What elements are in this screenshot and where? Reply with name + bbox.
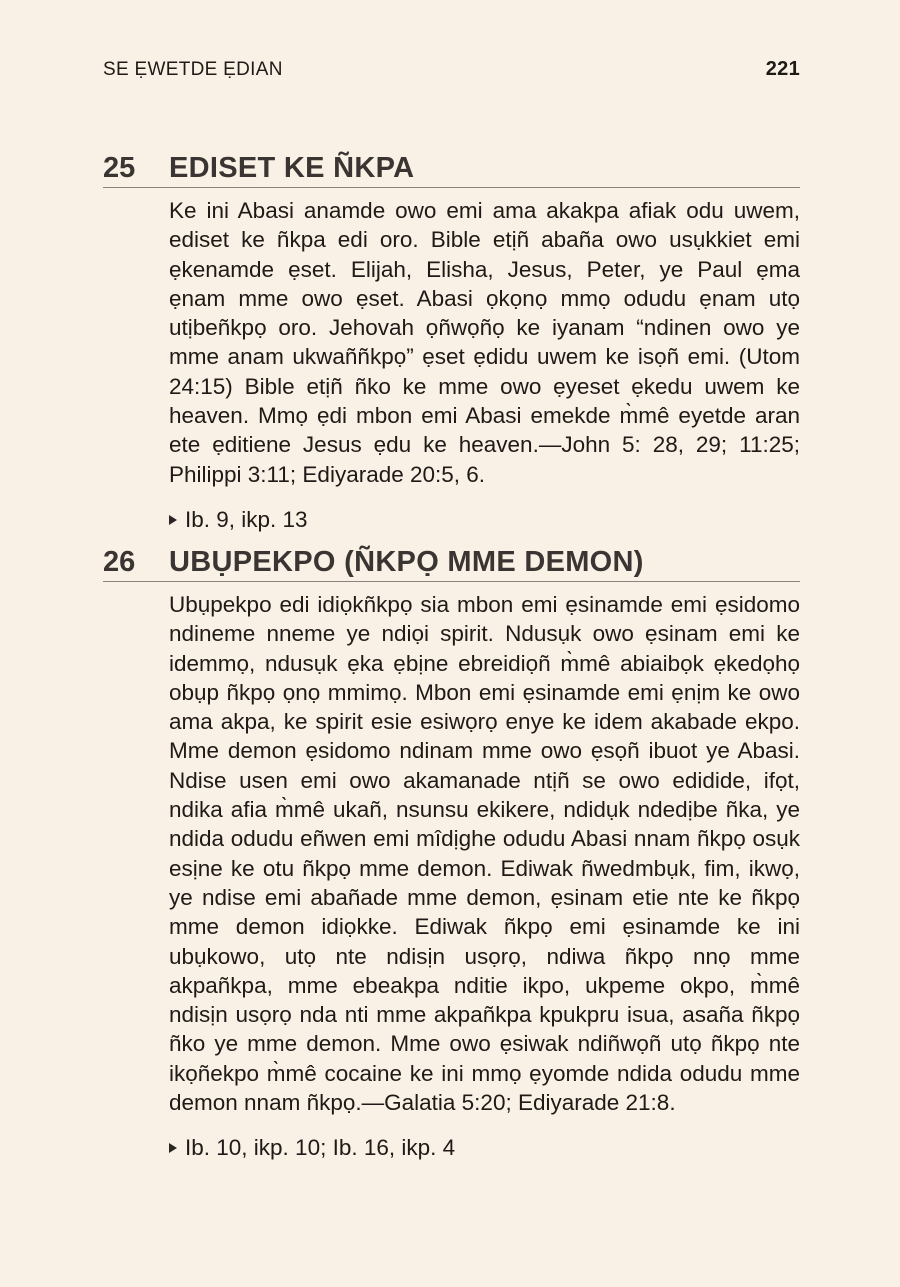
entry-25 — [103, 152, 800, 534]
pointer-triangle-icon — [169, 515, 177, 525]
entry-number: 26 — [103, 546, 136, 578]
running-head — [103, 58, 800, 81]
cross-reference-text: Ib. 10, ikp. 10; Ib. 16, ikp. 4 — [185, 1135, 456, 1161]
cross-reference-text: Ib. 9, ikp. 13 — [185, 506, 308, 532]
page-number: 221 — [765, 58, 800, 80]
entry-heading — [103, 546, 800, 582]
entry-26 — [103, 546, 800, 1162]
running-title: SE ẸWETDE ẸDIAN — [103, 59, 283, 80]
entry-body: Ke ini Abasi anamde owo emi ama akakpa afiak odu uwem, ediset ke ñkpa edi oro. Bible etịñ abaña owo usụkkiet emi ẹkenamde ẹset. Elijah, Elisha, Jesus, Peter, ye Paul ẹma ẹnam mme owo ẹset. Abasi ọkọnọ mmọ odudu ẹnam utọ utịbeñkpọ oro. Jehovah ọñwọñọ ke iyanam “ndinen owo ye mme anam ukwaññkpọ” ẹset ẹdidu uwem ke isọñ emi. (Utom 24:15) Bible etịñ ñko ke mme owo ẹyeset ẹkedu uwem ke heaven. Mmọ ẹdi mbon emi Abasi emekde m̀mê eyetde aran ete ẹditiene Jesus ẹdu ke heaven.—John 5: 28, 29; 11:25; Philippi 3:11; Ediyarade 20:5, 6. — [169, 198, 800, 487]
cross-reference — [169, 505, 800, 534]
entry-title: EDISET KE ÑKPA — [169, 152, 415, 184]
cross-reference — [169, 1133, 800, 1162]
entry-title: UBỤPEKPO (ÑKPỌ MME DEMON) — [169, 546, 644, 578]
pointer-triangle-icon — [169, 1143, 177, 1153]
entry-number: 25 — [103, 152, 136, 184]
entry-heading — [103, 152, 800, 188]
entry-body: Ubụpekpo edi idiọkñkpọ sia mbon emi ẹsinamde emi ẹsidomo ndineme nneme ye ndiọi spirit. Ndusụk owo ẹsinam emi ke idemmọ, ndusụk ẹka ẹbịne ebreidiọñ m̀mê abiaibọk ẹkedọhọ obụp ñkpọ ọnọ mmimọ. Mbon emi ẹsinamde emi ẹnịm ke owo ama akpa, ke spirit esie esiwọrọ enye ke idem akabade ekpo. Mme demon ẹsidomo ndinam mme owo ẹsọñ ibuot ye Abasi. Ndise usen emi owo akamanade ntịñ se owo edidide, ifọt, ndika afia m̀mê ukañ, nsunsu ekikere, ndidụk ndedịbe ñka, ye ndida odudu eñwen emi mîdịghe odudu Abasi nnam ñkpọ osụk esịne ke otu ñkpọ mme demon. Ediwak ñwedmbụk, fim, ikwọ, ye ndise emi abañade mme demon, ẹsinam etie nte ke ñkpọ mme demon idiọkke. Ediwak ñkpọ emi ẹsinamde ke ini ubụkowo, utọ nte ndisịn usọrọ, ndiwa ñkpọ nnọ mme akpañkpa, mme ebeakpa nditie ikpo, ukpeme okpo, m̀mê ndisịn usọrọ nda nti mme akpañkpa kpukpru isua, asaña ñkpọ ñko ye mme demon. Mme owo ẹsiwak ndiñwọñ utọ ñkpọ nte ikọñekpo m̀mê cocaine ke ini mmọ ẹyomde ndida odudu mme demon nnam ñkpọ.—Galatia 5:20; Ediyarade 21:8. — [169, 592, 800, 1116]
